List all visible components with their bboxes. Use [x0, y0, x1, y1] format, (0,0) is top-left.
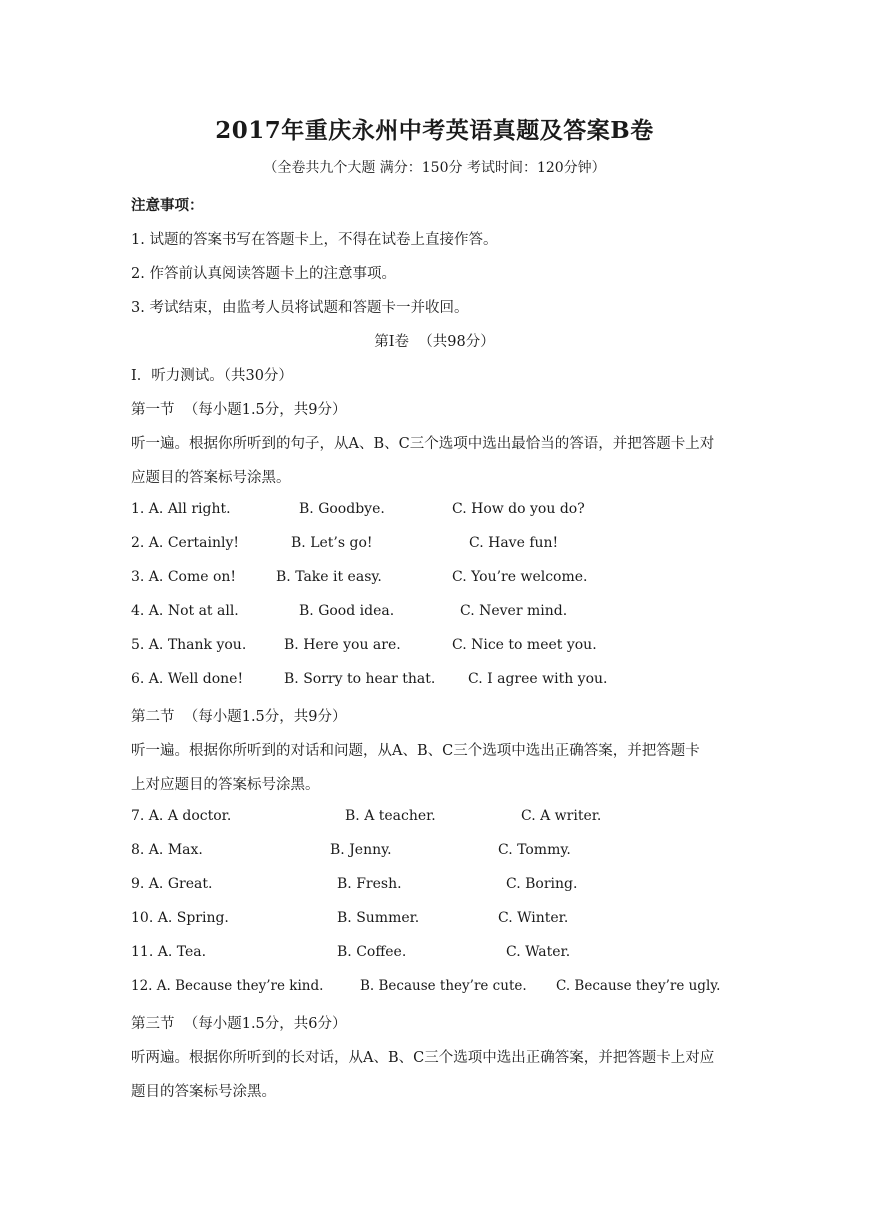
- question-4-a: 4. A. Not at all.: [131, 603, 239, 619]
- question-6-c: C. I agree with you.: [468, 671, 608, 687]
- sec2-instruction: 上对应题目的答案标号涂黑。: [131, 777, 320, 793]
- notice-item: 1. 试题的答案书写在答题卡上，不得在试卷上直接作答。: [131, 232, 498, 248]
- notice-item: 2. 作答前认真阅读答题卡上的注意事项。: [131, 266, 396, 282]
- question-2-a: 2. A. Certainly!: [131, 535, 239, 551]
- question-5-c: C. Nice to meet you.: [452, 637, 597, 653]
- question-6-b: B. Sorry to hear that.: [284, 671, 436, 687]
- question-11-c: C. Water.: [506, 944, 571, 960]
- question-10-c: C. Winter.: [498, 910, 569, 926]
- sec3-instruction: 题目的答案标号涂黑。: [131, 1084, 276, 1100]
- sec2-heading: 第二节 （每小题1.5分，共9分）: [131, 709, 347, 725]
- question-11-b: B. Coffee.: [337, 944, 407, 960]
- question-1-c: C. How do you do?: [452, 501, 585, 517]
- notice-heading: 注意事项：: [131, 197, 204, 214]
- question-4-b: B. Good idea.: [299, 603, 395, 619]
- question-10-a: 10. A. Spring.: [131, 910, 229, 926]
- sec1-heading: 第一节 （每小题1.5分，共9分）: [131, 402, 347, 418]
- question-7-a: 7. A. A doctor.: [131, 808, 232, 824]
- sec1-instruction: 应题目的答案标号涂黑。: [131, 470, 291, 486]
- sec2-instruction: 听一遍。根据你所听到的对话和问题，从A、B、C三个选项中选出正确答案，并把答题卡: [131, 743, 700, 759]
- question-3-c: C. You’re welcome.: [452, 569, 588, 585]
- question-8-a: 8. A. Max.: [131, 842, 203, 858]
- question-5-b: B. Here you are.: [284, 637, 401, 653]
- page-subtitle: （全卷共九个大题 满分：150分 考试时间：120分钟）: [263, 160, 606, 176]
- question-9-c: C. Boring.: [506, 876, 578, 892]
- sec3-instruction: 听两遍。根据你所听到的长对话，从A、B、C三个选项中选出正确答案，并把答题卡上对应: [131, 1050, 715, 1066]
- question-8-b: B. Jenny.: [330, 842, 392, 858]
- part-heading: 第Ⅰ卷 （共98分）: [374, 334, 495, 350]
- question-1-a: 1. A. All right.: [131, 501, 231, 517]
- question-12-c: C. Because they’re ugly.: [556, 978, 721, 994]
- question-10-b: B. Summer.: [337, 910, 420, 926]
- question-7-b: B. A teacher.: [345, 808, 436, 824]
- question-9-a: 9. A. Great.: [131, 876, 213, 892]
- question-2-c: C. Have fun!: [469, 535, 559, 551]
- question-3-a: 3. A. Come on!: [131, 569, 237, 585]
- notice-item: 3. 考试结束，由监考人员将试题和答题卡一并收回。: [131, 300, 469, 316]
- question-6-a: 6. A. Well done!: [131, 671, 244, 687]
- question-11-a: 11. A. Tea.: [131, 944, 207, 960]
- section-heading: I．听力测试。（共30分）: [131, 368, 293, 384]
- question-4-c: C. Never mind.: [460, 603, 568, 619]
- question-3-b: B. Take it easy.: [276, 569, 382, 585]
- sec3-heading: 第三节 （每小题1.5分，共6分）: [131, 1016, 347, 1032]
- page-title: 2017年重庆永州中考英语真题及答案B卷: [215, 117, 654, 144]
- question-7-c: C. A writer.: [521, 808, 602, 824]
- question-1-b: B. Goodbye.: [299, 501, 385, 517]
- question-12-a: 12. A. Because they’re kind.: [131, 978, 324, 994]
- question-12-b: B. Because they’re cute.: [360, 978, 527, 994]
- question-5-a: 5. A. Thank you.: [131, 637, 247, 653]
- sec1-instruction: 听一遍。根据你所听到的句子，从A、B、C三个选项中选出最恰当的答语，并把答题卡上对: [131, 436, 715, 452]
- question-9-b: B. Fresh.: [337, 876, 402, 892]
- question-2-b: B. Let’s go!: [291, 535, 373, 551]
- question-8-c: C. Tommy.: [498, 842, 571, 858]
